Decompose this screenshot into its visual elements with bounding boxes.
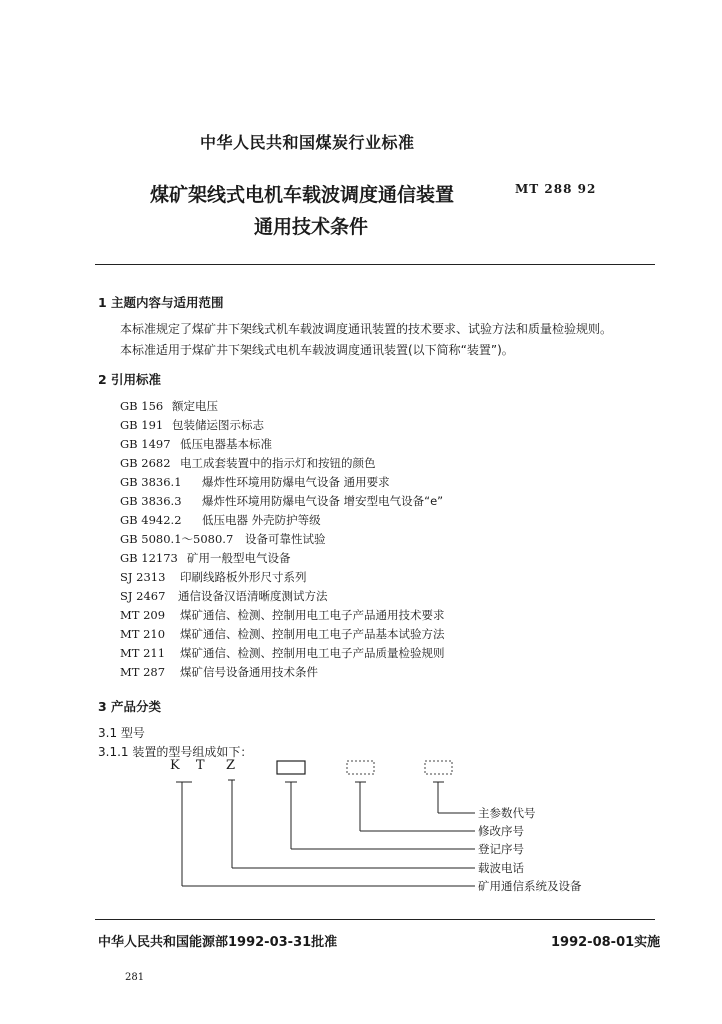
model-designation-diagram xyxy=(170,758,630,898)
ref-code: GB 3836.3 xyxy=(120,494,182,508)
page-number: 281 xyxy=(125,972,145,983)
model-letter-z: Z xyxy=(226,758,236,773)
ref-code: SJ 2313 xyxy=(120,570,166,584)
ref-code: GB 156 xyxy=(120,399,164,413)
section1-paragraph1: 本标准规定了煤矿井下架线式机车载波调度通讯装置的技术要求、试验方法和质量检验规则。 xyxy=(120,322,613,336)
top-divider xyxy=(95,264,655,265)
standard-number: MT 288 92 xyxy=(515,182,597,196)
ref-title: 煤矿通信、检测、控制用电工电子产品通用技术要求 xyxy=(180,608,445,622)
list-item xyxy=(120,512,321,528)
list-item xyxy=(120,569,307,585)
issuing-body: 中华人民共和国煤炭行业标准 xyxy=(200,133,415,152)
label-carrier-telephone: 载波电话 xyxy=(478,861,524,875)
ref-title: 低压电器基本标准 xyxy=(180,437,272,451)
section2-heading: 2 引用标准 xyxy=(98,372,162,387)
document-title-line2: 通用技术条件 xyxy=(254,216,369,238)
section3-1-heading: 3.1 型号 xyxy=(98,726,145,740)
ref-code: MT 210 xyxy=(120,627,166,641)
list-item xyxy=(120,436,272,452)
label-registration-number: 登记序号 xyxy=(478,842,524,856)
ref-title: 煤矿信号设备通用技术条件 xyxy=(180,665,318,679)
ref-code: GB 3836.1 xyxy=(120,475,182,489)
ref-code: GB 5080.1～5080.7 xyxy=(120,532,234,546)
model-letters-kt: K T xyxy=(170,758,211,773)
label-main-parameter: 主参数代号 xyxy=(478,806,536,820)
ref-title: 煤矿通信、检测、控制用电工电子产品质量检验规则 xyxy=(180,646,445,660)
bottom-divider xyxy=(95,919,655,920)
box-dashed-1 xyxy=(347,761,374,774)
approval-line: 中华人民共和国能源部1992-03-31批准 xyxy=(98,935,338,950)
list-item xyxy=(120,645,445,661)
list-item xyxy=(120,588,328,604)
ref-title: 印刷线路板外形尺寸系列 xyxy=(180,570,307,584)
ref-title: 包装储运图示标志 xyxy=(172,418,264,432)
list-item xyxy=(120,474,390,490)
section3-heading: 3 产品分类 xyxy=(98,699,162,714)
ref-title: 煤矿通信、检测、控制用电工电子产品基本试验方法 xyxy=(180,627,445,641)
box-solid xyxy=(277,761,305,774)
list-item xyxy=(120,398,218,414)
list-item xyxy=(120,626,445,642)
ref-code: MT 287 xyxy=(120,665,166,679)
ref-code: GB 1497 xyxy=(120,437,171,451)
ref-title: 设备可靠性试验 xyxy=(245,532,326,546)
section1-paragraph2: 本标准适用于煤矿井下架线式电机车载波调度通讯装置(以下简称“装置”)。 xyxy=(120,343,514,357)
designation-lines xyxy=(170,758,630,898)
ref-title: 爆炸性环境用防爆电气设备 增安型电气设备“e” xyxy=(202,494,444,508)
ref-code: GB 12173 xyxy=(120,551,178,565)
ref-title: 矿用一般型电气设备 xyxy=(187,551,291,565)
list-item xyxy=(120,607,445,623)
section3-1-1-text: 3.1.1 装置的型号组成如下： xyxy=(98,745,253,759)
ref-code: MT 209 xyxy=(120,608,166,622)
list-item xyxy=(120,550,291,566)
ref-title: 额定电压 xyxy=(172,399,218,413)
ref-title: 低压电器 外壳防护等级 xyxy=(202,513,321,527)
document-title-line1: 煤矿架线式电机车载波调度通信装置 xyxy=(150,184,455,206)
ref-code: MT 211 xyxy=(120,646,166,660)
list-item xyxy=(120,417,264,433)
list-item xyxy=(120,455,376,471)
ref-code: SJ 2467 xyxy=(120,589,166,603)
ref-code: GB 191 xyxy=(120,418,164,432)
box-dashed-2 xyxy=(425,761,452,774)
ref-code: GB 4942.2 xyxy=(120,513,182,527)
list-item xyxy=(120,531,326,547)
ref-title: 电工成套装置中的指示灯和按钮的颜色 xyxy=(180,456,376,470)
list-item xyxy=(120,664,318,680)
section1-heading: 1 主题内容与适用范围 xyxy=(98,295,224,310)
ref-title: 爆炸性环境用防爆电气设备 通用要求 xyxy=(202,475,390,489)
label-mining-communication: 矿用通信系统及设备 xyxy=(478,879,582,893)
ref-title: 通信设备汉语清晰度测试方法 xyxy=(178,589,328,603)
implementation-date: 1992-08-01实施 xyxy=(551,935,661,950)
label-revision-number: 修改序号 xyxy=(478,824,524,838)
list-item xyxy=(120,493,443,509)
ref-code: GB 2682 xyxy=(120,456,171,470)
